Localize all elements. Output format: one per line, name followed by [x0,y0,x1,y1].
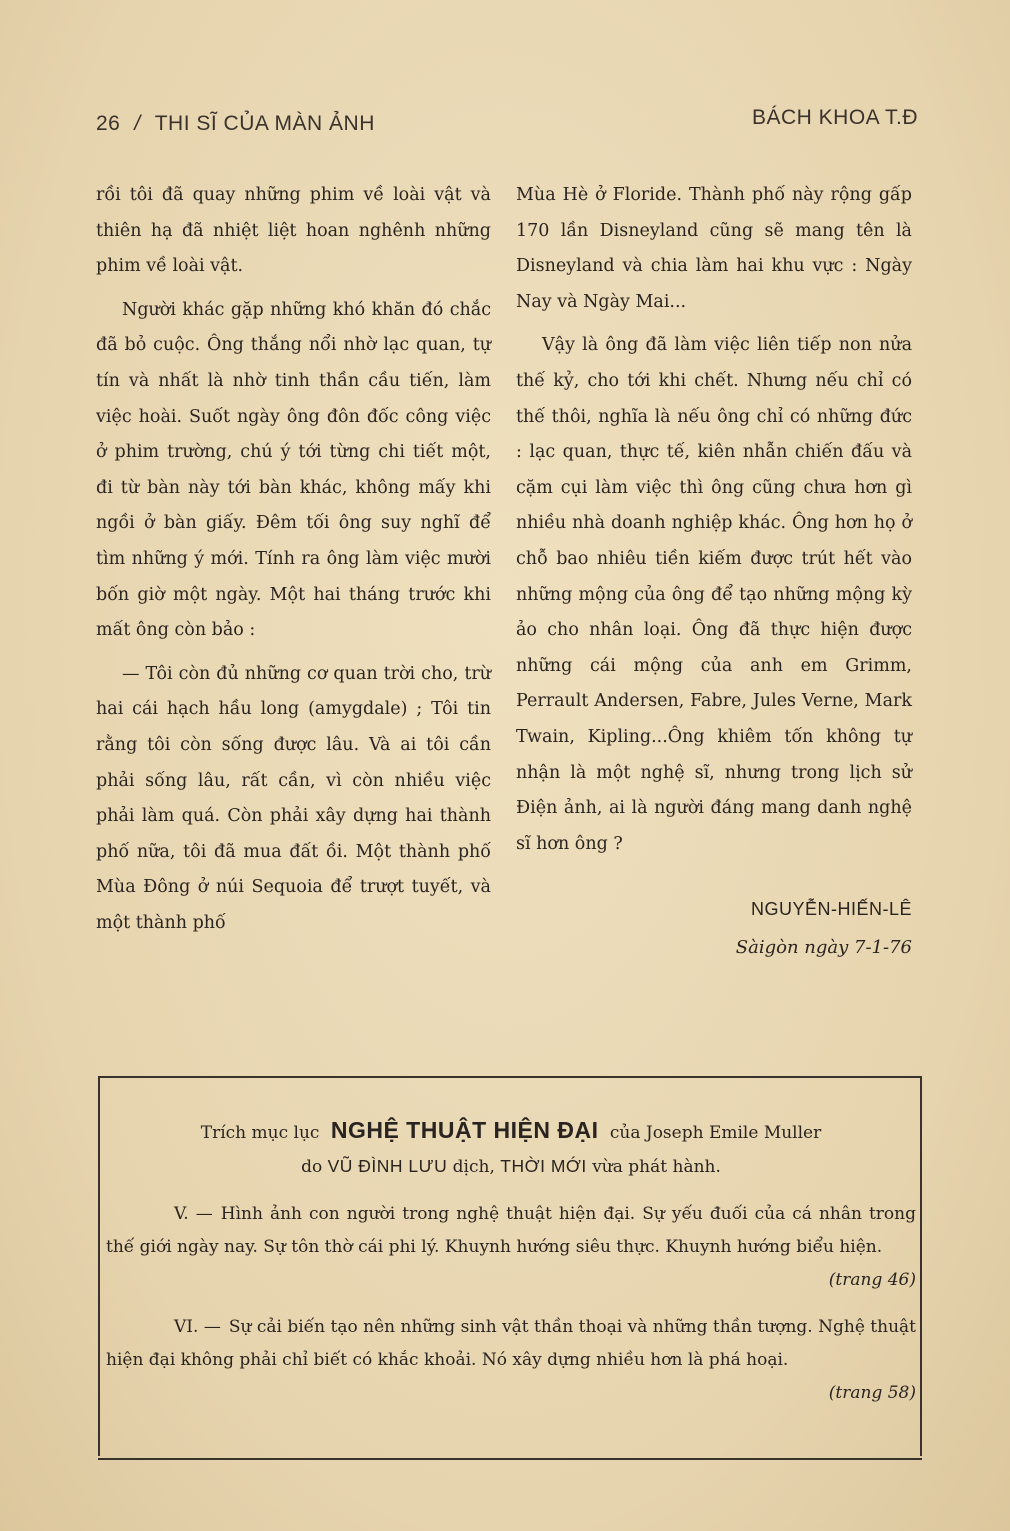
box-bottom-rule [98,1458,922,1460]
translator-name: VŨ ĐÌNH LƯU [327,1156,448,1176]
left-column [96,178,491,941]
book-author: của Joseph Emile Muller [609,1123,822,1143]
page-number: 26 [96,112,121,135]
chapter-number: V. — [174,1204,213,1224]
translated-text: dịch, [452,1157,495,1177]
place-date: Sàigòn ngày 7-1-76 [735,936,912,958]
header-left [96,112,375,136]
chapter-number: VI. — [174,1317,221,1337]
excerpt-intro [106,1114,916,1184]
chapter-description: Hình ảnh con người trong nghệ thuật hiện đại. Sự yếu đuối của cá nhân trong thế giới ngày nay. Sự tôn thờ cái phi lý. Khuynh hướng siêu thực. Khuynh hướng biểu hiện. [106,1204,916,1257]
excerpt-box [98,1076,922,1456]
toc-entry-vi [106,1311,916,1410]
section-title: THI SĨ CỦA MÀN ẢNH [154,112,375,135]
left-paragraph-3: — Tôi còn đủ những cơ quan trời cho, trừ hai cái hạch hầu long (amygdale) ; Tôi tin rằng tôi còn sống được lâu. Và ai tôi cần phải sống lâu, rất cần, vì còn nhiều việc phải làm quá. Còn phải xây dựng hai thành phố nữa, tôi đã mua đất ồi. Một thành phố Mùa Đông ở núi Sequoia để trượt tuyết, và một thành phố [96,663,491,933]
published-text: vừa phát hành. [592,1157,721,1177]
publication-name: BÁCH KHOA T.Đ [752,106,918,129]
intro-prefix: Trích mục lục [200,1123,320,1143]
publisher-name: THỜI MỚI [500,1156,587,1176]
left-paragraph-2: Người khác gặp những khó khăn đó chắc đã bỏ cuộc. Ông thắng nổi nhờ lạc quan, tự tín và nhất là nhờ tinh thần cầu tiến, làm việc hoài. Suốt ngày ông đôn đốc công việc ở phim trường, chú ý tới từng chi tiết một, đi từ bàn này tới bàn khác, không mấy khi ngồi ở bàn giấy. Đêm tối ông suy nghĩ để tìm những ý mới. Tính ra ông làm việc mười bốn giờ một ngày. Một hai tháng trước khi mất ông còn bảo : [96,299,491,641]
chapter-page: (trang 58) [828,1383,916,1403]
running-header [96,106,918,148]
excerpt-content [106,1114,916,1410]
chapter-description: Sự cải biến tạo nên những sinh vật thần thoại và những thần tượng. Nghệ thuật hiện đại không phải chỉ biết có khắc khoải. Nó xây dựng nhiều hơn là phá hoại. [106,1317,916,1370]
right-column [516,178,912,965]
book-title: NGHỆ THUẬT HIỆN ĐẠI [330,1117,599,1143]
author-signature: NGUYỄN-HIẾN-LÊ [750,899,912,920]
toc-entry-v [106,1198,916,1297]
chapter-page: (trang 46) [828,1270,916,1290]
right-paragraph-1: Mùa Hè ở Floride. Thành phố này rộng gấp 170 lần Disneyland cũng sẽ mang tên là Disneyland và chia làm hai khu vực : Ngày Nay và Ngày Mai... [516,185,912,312]
right-paragraph-2: Vậy là ông đã làm việc liên tiếp non nửa thế kỷ, cho tới khi chết. Nhưng nếu chỉ có thế thôi, nghĩa là nếu ông chỉ có những đức : lạc quan, thực tế, kiên nhẫn chiến đấu và cặm cụi làm việc thì ông cũng chưa hơn gì nhiều nhà doanh nghiệp khác. Ông hơn họ ở chỗ bao nhiêu tiền kiếm được trút hết vào những mộng của ông để tạo những mộng kỳ ảo cho nhân loại. Ông đã thực hiện được những cái mộng của anh em Grimm, Perrault Andersen, Fabre, Jules Verne, Mark Twain, Kipling...Ông khiêm tốn không tự nhận là một nghệ sĩ, nhưng trong lịch sử Điện ảnh, ai là người đáng mang danh nghệ sĩ hơn ông ? [516,335,912,854]
header-separator: / [134,112,141,135]
left-paragraph-1: rồi tôi đã quay những phim về loài vật và thiên hạ đã nhiệt liệt hoan nghênh những phim về loài vật. [96,185,491,277]
do-text: do [301,1157,323,1177]
